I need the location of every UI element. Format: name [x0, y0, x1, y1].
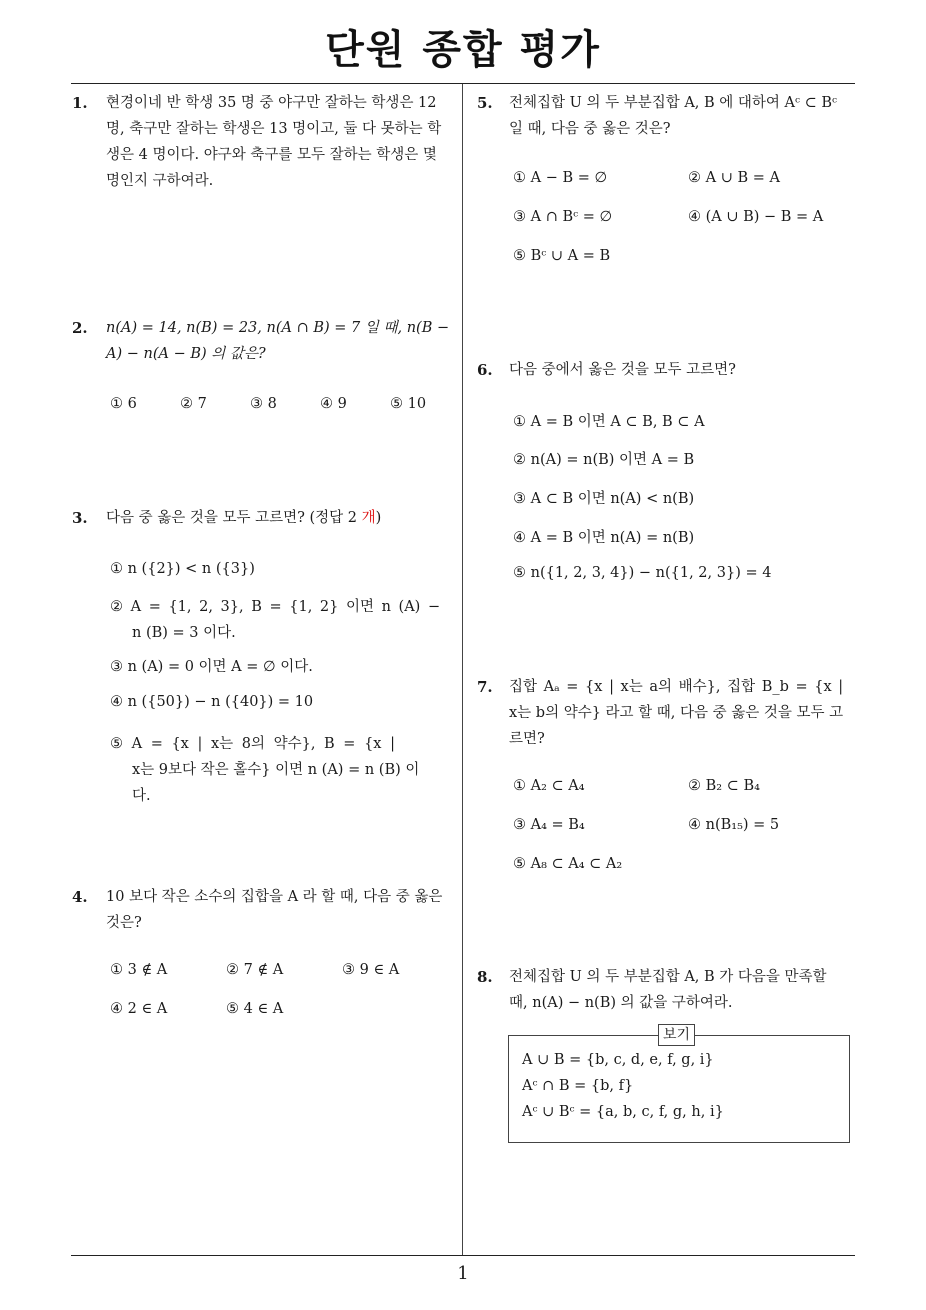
- stem-line: 때, n(A) − n(B) 의 값을 구하여라.: [509, 995, 733, 1011]
- footer-rule: [71, 1255, 855, 1256]
- option-2[interactable]: ② 7: [180, 396, 207, 412]
- option-5[interactable]: ⑤ n({1, 2, 3, 4}) − n({1, 2, 3}) = 4: [513, 565, 772, 581]
- option-2[interactable]: ② 7 ∉ A: [226, 962, 284, 978]
- option-4[interactable]: ④ 9: [320, 396, 347, 412]
- option-line: ⑤ A = {x | x는 8의 약수}, B = {x |: [110, 736, 395, 752]
- question-number: 8.: [477, 968, 493, 986]
- question-number: 1.: [72, 94, 88, 112]
- option-5[interactable]: ⑤ 10: [390, 396, 427, 412]
- question-stem: [106, 884, 458, 936]
- option-4[interactable]: ④ n ({50}) − n ({40}) = 10: [110, 694, 314, 710]
- column-divider: [462, 84, 463, 1256]
- option-5[interactable]: ⑤ 4 ∈ A: [226, 1001, 284, 1017]
- question-stem: [509, 674, 859, 752]
- stem-text-end: ): [375, 510, 382, 526]
- stem-line: A) − n(A − B) 의 값은?: [106, 346, 266, 362]
- option-5[interactable]: [110, 731, 440, 809]
- stem-line: 다음 중에서 옳은 것을 모두 고르면?: [509, 362, 736, 378]
- question-stem: [106, 90, 458, 194]
- question-number: 2.: [72, 319, 88, 337]
- stem-line: 전체집합 U 의 두 부분집합 A, B 가 다음을 만족할: [509, 969, 827, 985]
- option-2[interactable]: [110, 594, 440, 646]
- option-3[interactable]: ③ 9 ∈ A: [342, 962, 400, 978]
- example-box-line: Aᶜ ∩ B = {b, f}: [522, 1078, 634, 1094]
- option-3[interactable]: ③ 8: [250, 396, 277, 412]
- example-box-line: Aᶜ ∪ Bᶜ = {a, b, c, f, g, h, i}: [522, 1104, 724, 1120]
- option-1[interactable]: ① 3 ∉ A: [110, 962, 168, 978]
- stem-line: 것은?: [106, 915, 142, 931]
- stem-line: 명, 축구만 잘하는 학생은 13 명이고, 둘 다 못하는 학: [106, 121, 442, 137]
- option-2[interactable]: ② A ∪ B = A: [688, 170, 780, 186]
- example-box-line: A ∪ B = {b, c, d, e, f, g, i}: [522, 1052, 714, 1068]
- stem-line: 10 보다 작은 소수의 집합을 A 라 할 때, 다음 중 옳은: [106, 889, 443, 905]
- option-5[interactable]: ⑤ A₈ ⊂ A₄ ⊂ A₂: [513, 856, 623, 872]
- option-3[interactable]: ③ n (A) = 0 이면 A = ∅ 이다.: [110, 659, 313, 675]
- option-3[interactable]: ③ A₄ = B₄: [513, 817, 585, 833]
- option-2[interactable]: ② n(A) = n(B) 이면 A = B: [513, 452, 695, 468]
- stem-line: 일 때, 다음 중 옳은 것은?: [509, 121, 671, 137]
- option-line: ② A = {1, 2, 3}, B = {1, 2} 이면 n (A) −: [110, 599, 441, 615]
- option-line: x는 9보다 작은 홀수} 이면 n (A) = n (B) 이: [132, 762, 420, 778]
- option-3[interactable]: ③ A ⊂ B 이면 n(A) < n(B): [513, 491, 695, 507]
- option-1[interactable]: ① A = B 이면 A ⊂ B, B ⊂ A: [513, 414, 705, 430]
- stem-line: 전체집합 U 의 두 부분집합 A, B 에 대하여 Aᶜ ⊂ Bᶜ: [509, 95, 838, 111]
- stem-line: 집합 Aₐ = {x | x는 a의 배수}, 집합 B_b = {x |: [509, 679, 844, 695]
- option-line: 다.: [132, 788, 151, 804]
- option-1[interactable]: ① A₂ ⊂ A₄: [513, 778, 585, 794]
- question-stem: [509, 357, 859, 383]
- question-stem: [509, 964, 859, 1016]
- stem-line: 르면?: [509, 731, 545, 747]
- page-number: 1: [457, 1263, 469, 1284]
- option-4[interactable]: ④ A = B 이면 n(A) = n(B): [513, 530, 695, 546]
- option-3[interactable]: ③ A ∩ Bᶜ = ∅: [513, 209, 613, 225]
- question-number: 7.: [477, 678, 493, 696]
- option-5[interactable]: ⑤ Bᶜ ∪ A = B: [513, 248, 611, 264]
- question-stem: [509, 90, 859, 142]
- stem-line: 현경이네 반 학생 35 명 중 야구만 잘하는 학생은 12: [106, 95, 437, 111]
- option-2[interactable]: ② B₂ ⊂ B₄: [688, 778, 760, 794]
- page-title: 단원 종합 평가: [325, 27, 601, 73]
- option-1[interactable]: ① 6: [110, 396, 137, 412]
- option-1[interactable]: ① n ({2}) < n ({3}): [110, 561, 255, 577]
- title-rule: [71, 83, 855, 84]
- stem-line: 생은 4 명이다. 야구와 축구를 모두 잘하는 학생은 몇: [106, 147, 437, 163]
- stem-line: n(A) = 14, n(B) = 23, n(A ∩ B) = 7 일 때, n(B −: [106, 320, 450, 336]
- option-4[interactable]: ④ n(B₁₅) = 5: [688, 817, 780, 833]
- stem-line: 명인지 구하여라.: [106, 173, 214, 189]
- example-box-label: 보기: [658, 1024, 695, 1046]
- question-number: 4.: [72, 888, 88, 906]
- stem-text: 다음 중 옳은 것을 모두 고르면? (정답 2: [106, 510, 362, 526]
- option-1[interactable]: ① A − B = ∅: [513, 170, 608, 186]
- stem-highlight: 개: [361, 510, 376, 526]
- question-number: 5.: [477, 94, 493, 112]
- question-stem: [106, 315, 458, 367]
- question-stem: [106, 505, 458, 531]
- option-4[interactable]: ④ 2 ∈ A: [110, 1001, 168, 1017]
- option-line: n (B) = 3 이다.: [132, 625, 236, 641]
- stem-line: x는 b의 약수} 라고 할 때, 다음 중 옳은 것을 모두 고: [509, 705, 844, 721]
- question-number: 3.: [72, 509, 88, 527]
- question-number: 6.: [477, 361, 493, 379]
- option-4[interactable]: ④ (A ∪ B) − B = A: [688, 209, 824, 225]
